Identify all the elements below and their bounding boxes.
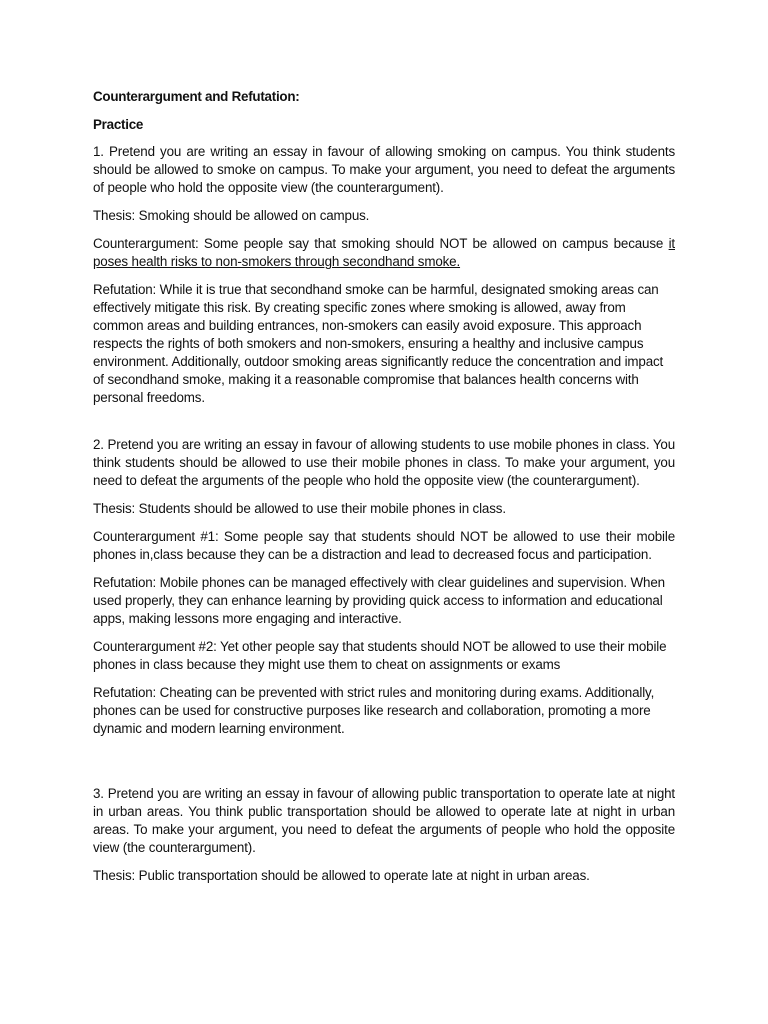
section3-prompt: 3. Pretend you are writing an essay in favour of allowing public transportation to operate late at night in urban areas. You think public transportation should be allowed to operate late at night in urban areas. To make your argument, you need to defeat the arguments of people who hold the opposite view (the counterargument).: [93, 786, 675, 855]
section2-prompt: 2. Pretend you are writing an essay in favour of allowing students to use mobile phones in class. You think students should be allowed to use their mobile phones in class. To make your argument, you need to defeat the arguments of the people who hold the opposite view (the counterargument).: [93, 437, 675, 488]
document-page: [93, 88, 675, 895]
section1-counterargument: [93, 235, 675, 271]
section-spacer: [93, 417, 675, 436]
document-subtitle: Practice: [93, 117, 144, 132]
section1-thesis: Thesis: Smoking should be allowed on campus.: [93, 208, 370, 223]
section1-prompt: 1. Pretend you are writing an essay in favour of allowing smoking on campus. You think students should be allowed to smoke on campus. To make your argument, you need to defeat the arguments of people who hold the opposite view (the counterargument).: [93, 144, 675, 195]
section-spacer: [93, 748, 675, 785]
section2-counterargument-1: Counterargument #1: Some people say that students should NOT be allowed to use their mobile phones in,class because they can be a distraction and lead to decreased focus and participation.: [93, 529, 675, 562]
section1-refutation: Refutation: While it is true that secondhand smoke can be harmful, designated smoking areas can effectively mitigate this risk. By creating specific zones where smoking is allowed, away from common areas and building entrances, non-smokers can easily avoid exposure. This approach respects the rights of both smokers and non-smokers, ensuring a healthy and inclusive campus environment. Additionally, outdoor smoking areas significantly reduce the concentration and impact of secondhand smoke, making it a reasonable compromise that balances health concerns with personal freedoms.: [93, 282, 664, 405]
section1-counterargument-text: Counterargument: Some people say that smoking should NOT be allowed on campus because: [93, 236, 669, 251]
document-title: Counterargument and Refutation:: [93, 89, 300, 104]
section2-counterargument-2: Counterargument #2: Yet other people say that students should NOT be allowed to use their mobile phones in class because they might use them to cheat on assignments or exams: [93, 639, 667, 672]
section2-refutation-2: Refutation: Cheating can be prevented with strict rules and monitoring during exams. Additionally, phones can be used for constructive purposes like research and collaboration, promoting a more dynamic and modern learning environment.: [93, 685, 655, 736]
section1-counterargument-underlined: it poses health risks to non-smokers through secondhand smoke.: [93, 236, 675, 269]
section2-refutation-1: Refutation: Mobile phones can be managed effectively with clear guidelines and supervision. When used properly, they can enhance learning by providing quick access to information and educational apps, making lessons more engaging and interactive.: [93, 575, 665, 626]
section2-thesis: Thesis: Students should be allowed to use their mobile phones in class.: [93, 501, 506, 516]
section3-thesis: Thesis: Public transportation should be allowed to operate late at night in urban areas.: [93, 868, 590, 883]
